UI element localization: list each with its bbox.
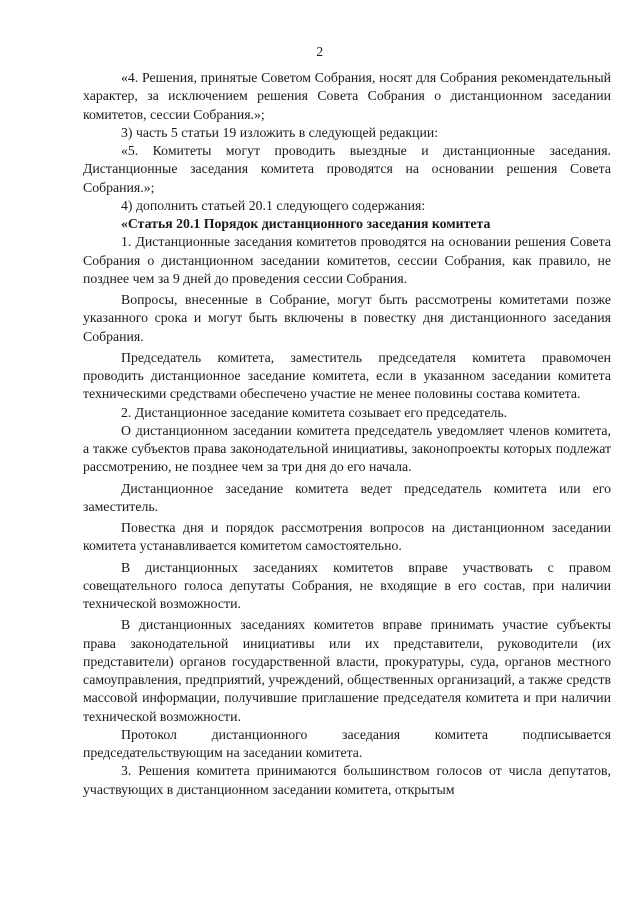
paragraph-item-1: 1. Дистанционные заседания комитетов проводятся на основании решения Совета Собрания о дистанционном заседании комитетов, сессии Собрания, как правило, не позднее чем за 9 дней до проведения сессии Собрания. [83,234,611,286]
paragraph-protocol: Протокол дистанционного заседания комитета подписывается председательствующим на заседании комитета. [83,726,611,760]
paragraph-item-3: 3. Решения комитета принимаются большинством голосов от числа депутатов, участвующих в дистанционном заседании комитета, открытым [83,763,611,797]
paragraph-agenda: Повестка дня и порядок рассмотрения вопросов на дистанционном заседании комитета устанавливается комитетом самостоятельно. [83,520,611,554]
paragraph-item-2: 2. Дистанционное заседание комитета созывает его председатель. [121,404,508,420]
document-body [83,69,611,799]
paragraph-council-decisions: «4. Решения, принятые Советом Собрания, носят для Собрания рекомендательный характер, за исключением решения Совета Собрания о дистанционном заседании комитетов, сессии Собрания.»; [83,70,611,122]
paragraph-chairing: Дистанционное заседание комитета ведет председатель комитета или его заместитель. [83,480,611,514]
paragraph-chairman-authority: Председатель комитета, заместитель председателя комитета правомочен проводить дистанционное заседание комитета, если в указанном заседании комитета техническими средствами обеспечено участие не менее половины состава комитета. [83,349,611,402]
paragraph-amendment-4: 4) дополнить статьей 20.1 следующего содержания: [121,197,426,213]
page-number: 2 [316,44,324,59]
article-heading: «Статья 20.1 Порядок дистанционного заседания комитета [121,216,491,231]
paragraph-invited-participants: В дистанционных заседаниях комитетов вправе принимать участие субъекты права законодательной инициативы или их представители, руководители (их представители) органов государственной власти, прокуратуры, суда, органов местного самоуправления, предприятий, учреждений, общественных организаций, а также средств массовой информации, получившие приглашение председателя комитета и при наличии технической возможности. [83,617,611,724]
paragraph-notification: О дистанционном заседании комитета председатель уведомляет членов комитета, а также субъектов права законодательной инициативы, законопроекты которых подлежат рассмотрению, не позднее чем за три дня до его начала. [83,422,611,475]
paragraph-deputies-participation: В дистанционных заседаниях комитетов вправе участвовать с правом совещательного голоса депутаты Собрания, не входящие в его состав, при наличии технической возможности. [83,559,611,611]
paragraph-questions: Вопросы, внесенные в Собрание, могут быть рассмотрены комитетами позже указанного срока и могут быть включены в повестку дня дистанционного заседания Собрания. [83,292,611,344]
paragraph-committees-meetings: «5. Комитеты могут проводить выездные и дистанционные заседания. Дистанционные заседания комитета проводятся на основании решения Совета Собрания.»; [83,143,611,195]
paragraph-amendment-3: 3) часть 5 статьи 19 изложить в следующей редакции: [121,124,439,140]
